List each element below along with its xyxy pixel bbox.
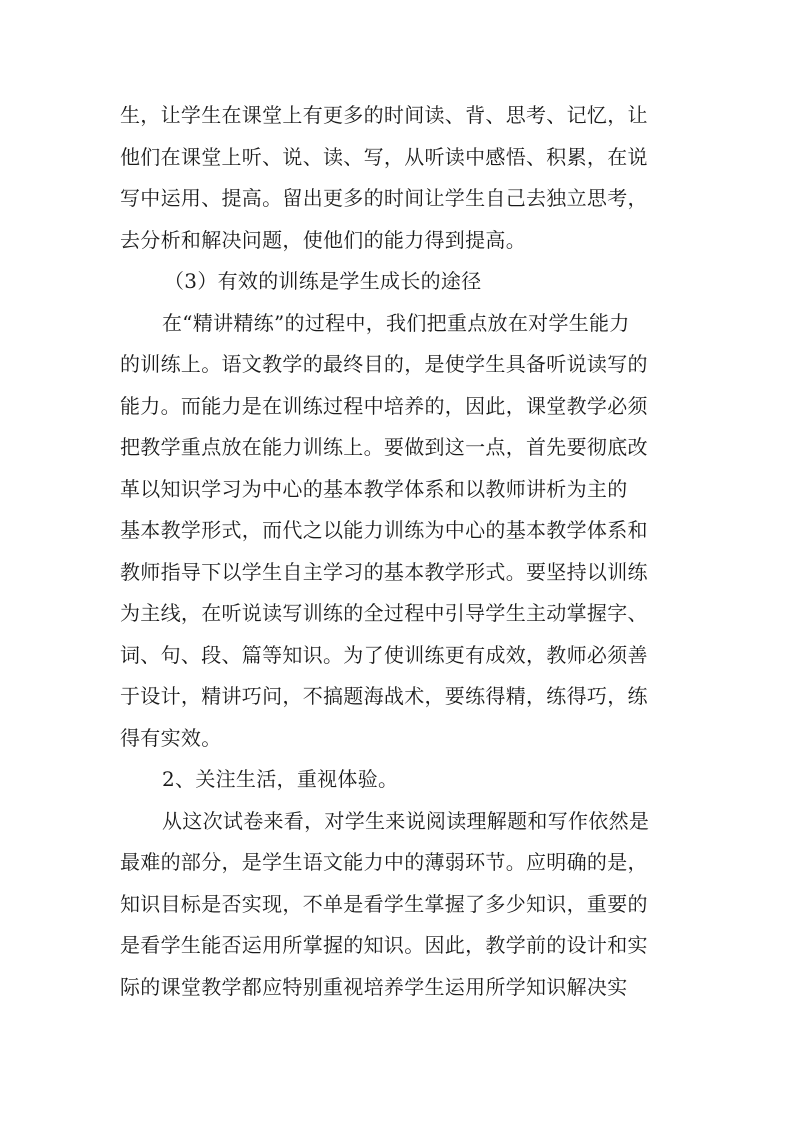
text-line: 教师指导下以学生自主学习的基本教学形式。要坚持以训练 — [120, 559, 648, 584]
text-line: 得有实效。 — [120, 725, 222, 750]
text-line: 词、句、段、篇等知识。为了使训练更有成效，教师必须善 — [120, 642, 648, 667]
text-line: 去分析和解决问题，使他们的能力得到提高。 — [120, 227, 526, 252]
text-line: 能力。而能力是在训练过程中培养的，因此，课堂教学必须 — [120, 393, 648, 418]
text-line: 他们在课堂上听、说、读、写，从听读中感悟、积累，在说 — [120, 144, 648, 169]
text-line: 际的课堂教学都应特别重视培养学生运用所学知识解决实 — [120, 974, 628, 999]
text-line: 革以知识学习为中心的基本教学体系和以教师讲析为主的 — [120, 476, 628, 501]
text-line: 为主线，在听说读写训练的全过程中引导学生主动掌握字、 — [120, 601, 648, 625]
text-line: 知识目标是否实现，不单是看学生掌握了多少知识，重要的 — [120, 891, 648, 916]
section-heading: 2、关注生活，重视体验。 — [162, 767, 399, 791]
section-subheading: （3）有效的训练是学生成长的途径 — [164, 269, 482, 293]
text-line: 于设计，精讲巧问，不搞题海战术，要练得精，练得巧，练 — [120, 684, 648, 708]
paragraph-first-line: 从这次试卷来看，对学生来说阅读理解题和写作依然是 — [162, 808, 650, 833]
text-line: 的训练上。语文教学的最终目的，是使学生具备听说读写的 — [120, 352, 648, 376]
text-line: 把教学重点放在能力训练上。要做到这一点，首先要彻底改 — [120, 435, 648, 459]
text-line: 最难的部分，是学生语文能力中的薄弱环节。应明确的是， — [120, 850, 648, 874]
paragraph-first-line: 在“精讲精练”的过程中，我们把重点放在对学生能力 — [162, 310, 630, 335]
text-line: 写中运用、提高。留出更多的时间让学生自己去独立思考， — [120, 186, 648, 210]
text-line: 是看学生能否运用所掌握的知识。因此，教学前的设计和实 — [120, 933, 648, 957]
body-text — [120, 95, 690, 1008]
text-line: 基本教学形式，而代之以能力训练为中心的基本教学体系和 — [120, 518, 648, 542]
text-line: 生，让学生在课堂上有更多的时间读、背、思考、记忆，让 — [120, 103, 648, 127]
